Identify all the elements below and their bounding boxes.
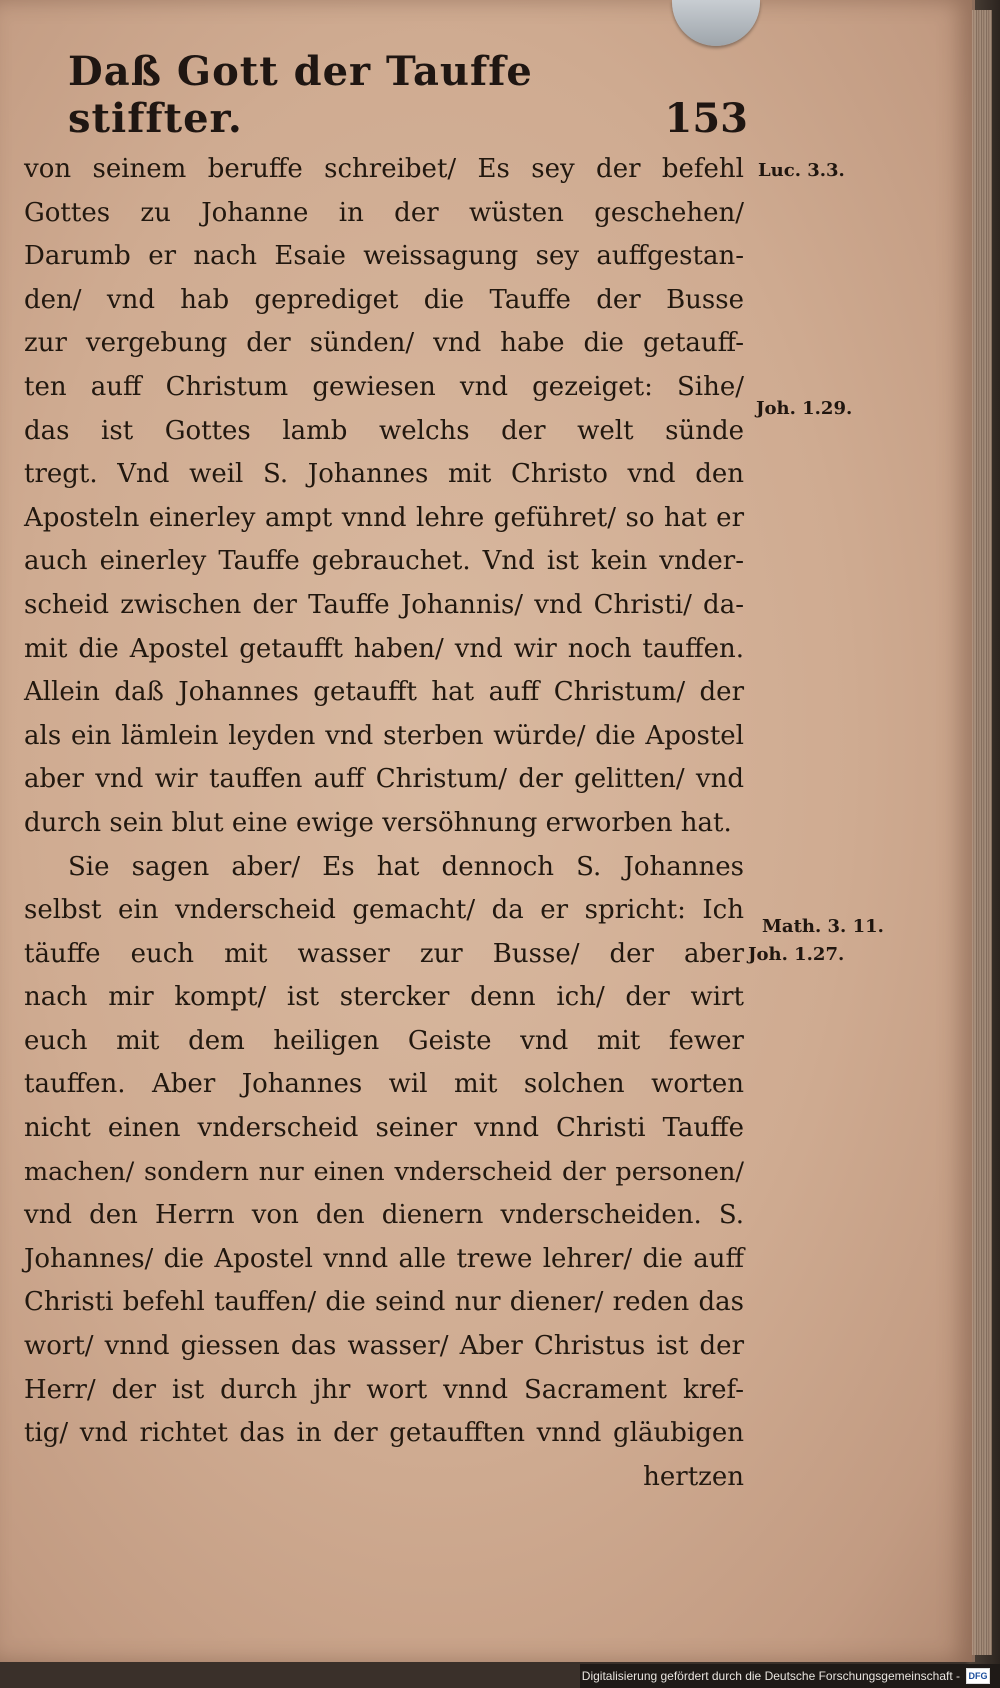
text-line: vnd den Herrn von den dienern vnderscheiden. S. bbox=[24, 1200, 744, 1231]
text-line: Johannes/ die Apostel vnnd alle trewe lehrer/ die auff bbox=[24, 1243, 744, 1274]
text-line: von seinem beruffe schreibet/ Es sey der befehl bbox=[24, 154, 744, 184]
text-line: auch einerley Tauffe gebrauchet. Vnd ist kein vnder- bbox=[24, 546, 744, 577]
margin-note-luc: Luc. 3.3. bbox=[758, 160, 845, 181]
running-title: Daß Gott der Tauffe stiffter. bbox=[68, 48, 533, 142]
text-line: Gottes zu Johanne in der wüsten geschehen/ bbox=[24, 197, 744, 228]
text-line: wort/ vnnd giessen das wasser/ Aber Christus ist der bbox=[24, 1331, 744, 1362]
page-number: 153 bbox=[664, 95, 748, 142]
text-line: aber vnd wir tauffen auff Christum/ der gelitten/ vnd bbox=[24, 764, 744, 795]
catchword: hertzen bbox=[643, 1461, 744, 1492]
text-line: Aposteln einerley ampt vnnd lehre geführet/ so hat er bbox=[24, 502, 744, 533]
text-line: täuffe euch mit wasser zur Busse/ der aber bbox=[24, 938, 744, 969]
text-line: Allein daß Johannes getaufft hat auff Christum/ der bbox=[24, 677, 744, 708]
text-line: tregt. Vnd weil S. Johannes mit Christo vnd den bbox=[24, 459, 744, 490]
text-line: mit die Apostel getaufft haben/ vnd wir noch tauffen. bbox=[24, 633, 744, 664]
text-line: nicht einen vnderscheid seiner vnnd Christi Tauffe bbox=[24, 1113, 744, 1144]
text-line: zur vergebung der sünden/ vnd habe die getauff- bbox=[24, 328, 744, 359]
text-line: Christi befehl tauffen/ die seind nur diener/ reden das bbox=[24, 1287, 744, 1318]
margin-note-math: Math. 3. 11. bbox=[762, 916, 884, 937]
text-line: als ein lämlein leyden vnd sterben würde/ die Apostel bbox=[24, 720, 744, 751]
text-line: Herr/ der ist durch jhr wort vnnd Sacrament kref- bbox=[24, 1374, 744, 1405]
text-line: scheid zwischen der Tauffe Johannis/ vnd Christi/ da- bbox=[24, 589, 744, 620]
margin-note-joh: Joh. 1.29. bbox=[756, 398, 853, 419]
text-line: tig/ vnd richtet das in der getaufften vnnd gläubigen bbox=[24, 1418, 744, 1449]
page-header bbox=[68, 48, 748, 142]
page-edges bbox=[972, 10, 992, 1655]
text-line: tauffen. Aber Johannes wil mit solchen worten bbox=[24, 1069, 744, 1100]
text-line: euch mit dem heiligen Geiste vnd mit fewer bbox=[24, 1025, 744, 1056]
dfg-logo-icon: DFG bbox=[966, 1668, 990, 1684]
footer-credit: Digitalisierung gefördert durch die Deutsche Forschungsgemeinschaft - bbox=[581, 1669, 960, 1683]
text-line: Sie sagen aber/ Es hat dennoch S. Johannes bbox=[68, 851, 744, 882]
margin-note-joh-2: Joh. 1.27. bbox=[748, 944, 845, 965]
text-line: das ist Gottes lamb welchs der welt sünde bbox=[24, 415, 744, 446]
text-line: den/ vnd hab geprediget die Tauffe der Busse bbox=[24, 284, 744, 315]
text-line: ten auff Christum gewiesen vnd gezeiget: Sihe/ bbox=[24, 371, 744, 402]
body-text bbox=[24, 148, 744, 1499]
text-line: selbst ein vnderscheid gemacht/ da er spricht: Ich bbox=[24, 895, 744, 926]
text-line: durch sein blut eine ewige versöhnung erworben hat. bbox=[24, 807, 732, 838]
text-line: Darumb er nach Esaie weissagung sey auffgestan- bbox=[24, 241, 744, 272]
text-line: machen/ sondern nur einen vnderscheid der personen/ bbox=[24, 1156, 744, 1187]
text-line: nach mir kompt/ ist stercker denn ich/ der wirt bbox=[24, 982, 744, 1013]
digitization-footer bbox=[580, 1664, 1000, 1688]
